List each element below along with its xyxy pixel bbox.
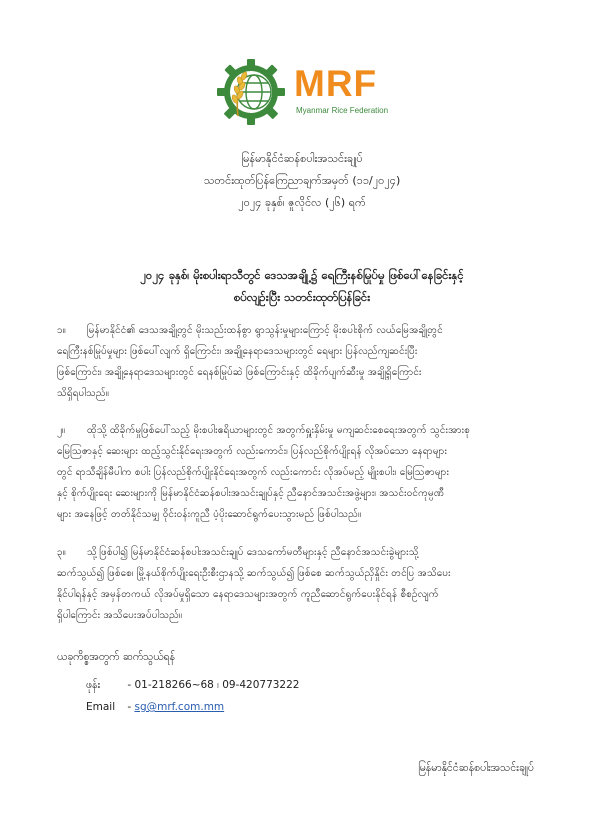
paragraph-line: မြေဩဇာနှင့် ဆေးများ ထည့်သွင်းနိုင်ရေးအတွက် လည်းကောင်း၊ ပြန်လည်စိုက်ပျိုးရန် လိုအပ်သော နေရာများ xyxy=(57,446,448,457)
paragraph-line: ၂။ ထိုသို့ ထိခိုက်မှုဖြစ်ပေါ်သည့် မိုးစပါးဧရိယာများတွင် အတွက်ရှူးနှိမ်းမှု မကျဆင်းစေရေးအတွက် သွင်းအားစု xyxy=(57,420,555,441)
email-label: Email xyxy=(86,701,116,713)
rice-gear-emblem-icon xyxy=(216,58,286,126)
title-line-1: ၂၀၂၄ ခုနှစ်၊ မိုးစပါးရာသီတွင် ဒေသအချို့၌ ရေကြီးနစ်မြုပ်မှု ဖြစ်ပေါ်နေခြင်းနှင့် xyxy=(140,268,464,282)
logo-wordmark: MRF xyxy=(294,63,378,104)
paragraph-line: ၃။ သို့ဖြစ်ပါ၍ မြန်မာနိုင်ငံဆန်စပါးအသင်းချုပ် ဒေသကော်မတီများနှင့် ညီနောင်အသင်းခွဲများသို့ xyxy=(57,542,555,563)
header-doc-number: သတင်းထုတ်ပြန်ကြေညာချက်အမှတ် (၁၁/၂၀၂၄) xyxy=(203,174,401,187)
paragraph-number: ၃။ xyxy=(57,547,66,558)
paragraph-line: ရေကြီးနစ်မြုပ်မှုများ ဖြစ်ပေါ်လျက် ရှိကြောင်း၊ အချို့နေရာဒေသများတွင် ရေများ ပြန်လည်ကျဆင်းပြီး xyxy=(57,346,418,357)
logo-subtitle: Myanmar Rice Federation xyxy=(296,106,389,115)
contact-email xyxy=(86,700,224,714)
phone-number: - 01-218266~68 ၊ 09-420773222 xyxy=(127,679,300,691)
paragraph-line: များ အနေဖြင့် တတ်နိုင်သမျှ ဝိုင်းဝန်းကူညီ ပံ့ပိုးဆောင်ရွက်ပေးသွားမည် ဖြစ်ပါသည်။ xyxy=(57,509,362,520)
paragraph-line: ဆက်သွယ်၍ ဖြစ်စေ၊ မြို့နယ်စိုက်ပျိုးရေးဦးစီးဌာနသို့ ဆက်သွယ်၍ ဖြစ်စေ ဆက်သွယ်ညှိနှိုင်း တင်ပြ အသိပေး xyxy=(57,568,451,579)
paragraph-number: ၁။ xyxy=(57,325,66,336)
mrf-logo xyxy=(216,58,396,126)
paragraph-line: တွင် ရာသီချိန်မီပါက စပါး ပြန်လည်စိုက်ပျိုးနိုင်ရေးအတွက် လည်းကောင်း လိုအပ်မည့် မျိုးစပါး၊ မြေဩဇာများ xyxy=(57,467,450,478)
paragraph-line: သိရှိရပါသည်။ xyxy=(57,388,109,399)
paragraph-line: ရှိပါကြောင်း အသိပေးအပ်ပါသည်။ xyxy=(57,610,183,621)
title-line-2: စပ်လျဉ်းပြီး သတင်းထုတ်ပြန်ခြင်း xyxy=(233,290,371,304)
signature-org: မြန်မာနိုင်ငံဆန်စပါးအသင်းချုပ် xyxy=(418,762,534,774)
paragraph-2 xyxy=(57,420,555,525)
contact-phone xyxy=(86,678,299,692)
paragraph-3 xyxy=(57,542,555,626)
paragraph-line: နှင့် စိုက်ပျိုးရေး ဆေးများကို မြန်မာနိုင်ငံဆန်စပါးအသင်းချုပ်နှင့် ညီနောင်အသင်းအဖွဲ့များ၊ အသင်းဝင်ကုမ္ပဏီ xyxy=(57,488,445,499)
email-link[interactable]: sg@mrf.com.mm xyxy=(134,701,225,713)
paragraph-1 xyxy=(57,320,555,404)
header-date: ၂၀၂၄ ခုနှစ်၊ ဇူလိုင်လ (၂၆) ရက် xyxy=(238,196,366,209)
paragraph-line: ၁။ မြန်မာနိုင်ငံ၏ ဒေသအချို့တွင် မိုးသည်းထန်စွာ ရွာသွန်းမှုများကြောင့် မိုးစပါးစိုက် လယ်မြေအချို့တွင် xyxy=(57,320,555,341)
email-dash: - xyxy=(127,701,135,713)
phone-label: ဖုန်း xyxy=(86,679,101,691)
paragraph-number: ၂။ xyxy=(57,425,66,436)
header-org: မြန်မာနိုင်ငံဆန်စပါးအသင်းချုပ် xyxy=(241,152,363,165)
paragraph-line: နိုင်ပါရန်နှင့် အမှန်တကယ် လိုအပ်မှုရှိသော နေရာဒေသများအတွက် ကူညီဆောင်ရွက်ပေးနိုင်ရန် စီစဉ်လျက် xyxy=(57,589,439,600)
paragraph-line: ဖြစ်ကြောင်း၊ အချို့နေရာဒေသများတွင် ရေနစ်မြုပ်ဆဲ ဖြစ်ကြောင်းနှင့် ထိခိုက်ပျက်ဆီးမှု အချို့ရှိကြောင်း xyxy=(57,367,422,378)
contact-heading: ယခုကိစ္စအတွက် ဆက်သွယ်ရန် xyxy=(57,651,175,663)
